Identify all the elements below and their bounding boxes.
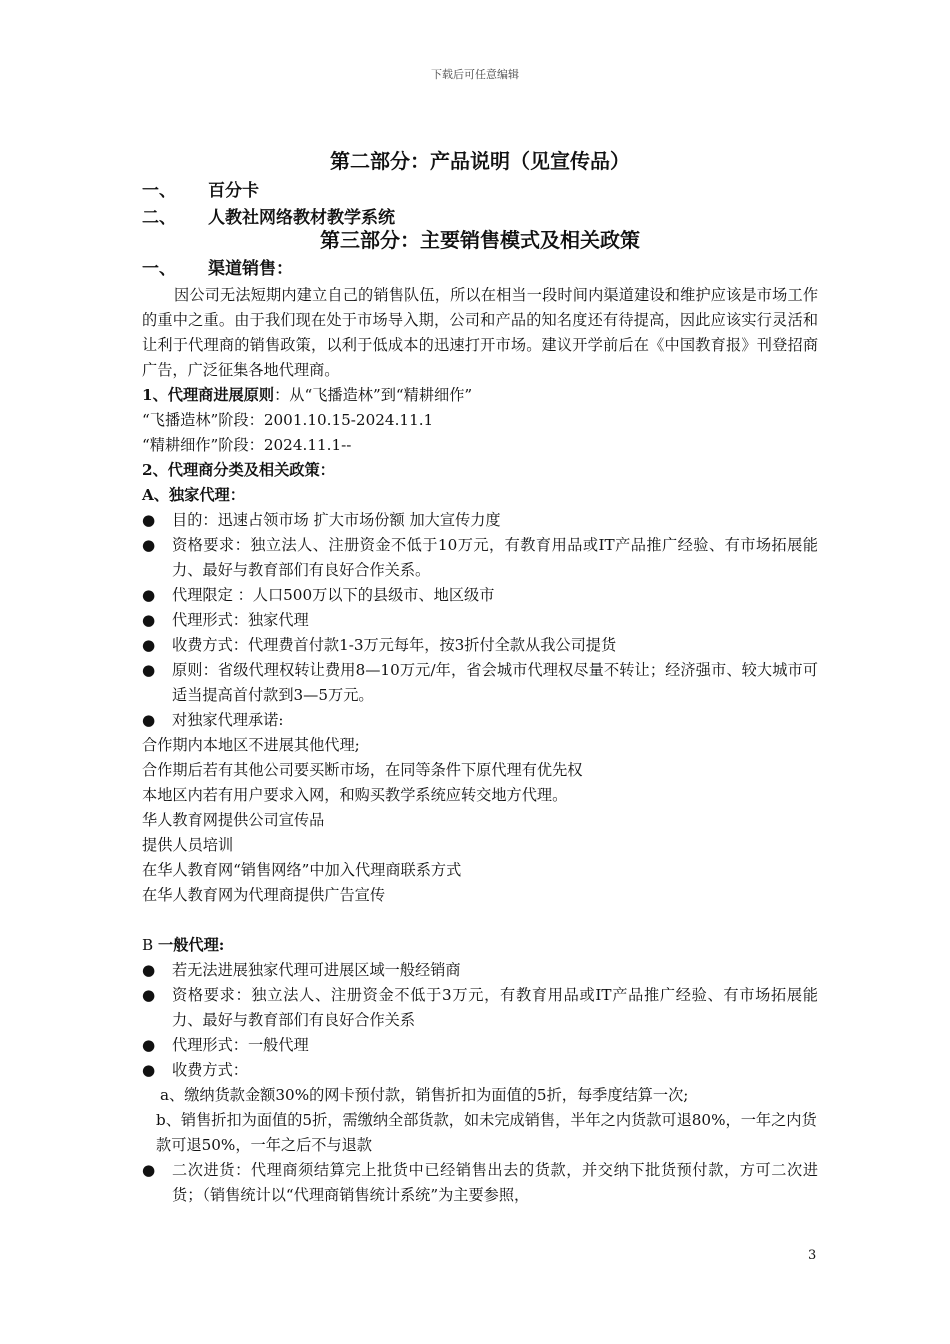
general-heading-text: 一般代理:	[158, 936, 225, 954]
bullet-text: 收费方式：代理费首付款1-3万元每年，按3折付全款从我公司提货	[172, 636, 617, 654]
page-number: 3	[808, 1248, 817, 1263]
bullet-item	[142, 508, 818, 533]
exclusive-bullet-list	[142, 508, 818, 733]
principle-line	[142, 383, 818, 408]
bullet-icon: ●	[142, 636, 156, 654]
principle-text: ：从“飞播造林”到“精耕细作”	[274, 386, 473, 404]
bullet-text: 目的：迅速占领市场 扩大市场份额 加大宣传力度	[172, 511, 501, 529]
document-body	[142, 144, 818, 1208]
bullet-item-restock	[142, 1158, 818, 1208]
bullet-text: 对独家代理承诺:	[172, 711, 284, 729]
page-header-note: 下载后可任意编辑	[431, 68, 519, 81]
bullet-icon: ●	[142, 586, 156, 604]
general-bullet-list	[142, 958, 818, 1083]
bullet-icon: ●	[142, 511, 156, 529]
exclusive-heading: A、独家代理：	[142, 486, 245, 504]
spacer	[142, 908, 818, 933]
intro-paragraph: 因公司无法短期内建立自己的销售队伍，所以在相当一段时间内渠道建设和维护应该是市场工作的重中之重。由于我们现在处于市场导入期，公司和产品的知名度还有待提高，因此应该实行灵活和让利于代理商的销售政策，以利于低成本的迅速打开市场。建议开学前后在《中国教育报》刊登招商广告，广泛征集各地代理商。	[142, 286, 818, 379]
bullet-text: 收费方式：	[172, 1061, 248, 1079]
promise-item: 在华人教育网“销售网络”中加入代理商联系方式	[142, 861, 462, 879]
bullet-text: 若无法进展独家代理可进展区域一般经销商	[172, 961, 461, 979]
principle-label: 1、代理商进展原则	[142, 386, 275, 404]
section-channel-sales	[142, 256, 818, 283]
item-text: 人教社网络教材教学系统	[208, 208, 395, 228]
section-number: 一、	[142, 259, 176, 279]
general-heading-letter: B	[142, 936, 154, 954]
promise-item: 本地区内若有用户要求入网，和购买教学系统应转交地方代理。	[142, 786, 568, 804]
item-number: 一、	[142, 181, 176, 201]
bullet-item	[142, 633, 818, 658]
bullet-icon: ●	[142, 961, 156, 979]
bullet-icon: ●	[142, 1036, 156, 1054]
promise-item: 合作期后若有其他公司要买断市场，在同等条件下原代理有优先权	[142, 761, 583, 779]
bullet-item	[142, 658, 818, 708]
stage-1: “飞播造林”阶段：2001.10.15-2024.11.1	[142, 411, 434, 429]
fee-option-b: b、销售折扣为面值的5折，需缴纳全部货款，如未完成销售，半年之内货款可退80%，一年之内货款可退50%，一年之后不与退款	[156, 1111, 817, 1154]
fee-option-a: a、缴纳货款金额30%的网卡预付款，销售折扣为面值的5折，每季度结算一次;	[160, 1086, 689, 1104]
classify-heading: 2、代理商分类及相关政策：	[142, 461, 335, 479]
bullet-icon: ●	[142, 661, 156, 679]
section-heading: 渠道销售：	[208, 259, 293, 279]
bullet-text: 代理限定 ：人口500万以下的县级市、地区级市	[172, 586, 495, 604]
promise-item: 在华人教育网为代理商提供广告宣传	[142, 886, 385, 904]
general-heading	[142, 933, 818, 958]
bullet-item	[142, 708, 818, 733]
part2-item-1	[142, 178, 818, 205]
promise-item: 提供人员培训	[142, 836, 234, 854]
bullet-text: 代理形式：一般代理	[172, 1036, 309, 1054]
bullet-text: 资格要求：独立法人、注册资金不低于3万元，有教育用品或IT产品推广经验、有市场拓展能力、最好与教育部们有良好合作关系	[172, 986, 818, 1029]
bullet-icon: ●	[142, 536, 156, 554]
bullet-icon: ●	[142, 1161, 156, 1179]
bullet-item	[142, 1058, 818, 1083]
bullet-text: 原则：省级代理权转让费用8—10万元/年，省会城市代理权尽量不转让；经济强市、较大城市可适当提高首付款到3—5万元。	[172, 661, 818, 704]
bullet-text: 资格要求：独立法人、注册资金不低于10万元，有教育用品或IT产品推广经验、有市场拓展能力、最好与教育部们有良好合作关系。	[172, 536, 818, 579]
bullet-icon: ●	[142, 1061, 156, 1079]
stage-2: “精耕细作”阶段：2024.11.1--	[142, 436, 352, 454]
bullet-item	[142, 983, 818, 1033]
bullet-item	[142, 1033, 818, 1058]
bullet-item	[142, 958, 818, 983]
promise-item: 华人教育网提供公司宣传品	[142, 811, 325, 829]
part2-title: 第二部分：产品说明（见宣传品）	[330, 149, 630, 173]
part3-title: 第三部分：主要销售模式及相关政策	[320, 228, 640, 252]
bullet-icon: ●	[142, 611, 156, 629]
bullet-item	[142, 608, 818, 633]
promise-item: 合作期内本地区不进展其他代理;	[142, 736, 360, 754]
bullet-text: 代理形式：独家代理	[172, 611, 309, 629]
bullet-item	[142, 583, 818, 608]
item-number: 二、	[142, 208, 176, 228]
bullet-icon: ●	[142, 711, 156, 729]
bullet-icon: ●	[142, 986, 156, 1004]
bullet-item	[142, 533, 818, 583]
bullet-text: 二次进货：代理商须结算完上批货中已经销售出去的货款，并交纳下批货预付款，方可二次进货；（销售统计以“代理商销售统计系统”为主要参照，	[172, 1161, 818, 1204]
promise-list	[142, 733, 818, 908]
item-text: 百分卡	[208, 181, 259, 201]
